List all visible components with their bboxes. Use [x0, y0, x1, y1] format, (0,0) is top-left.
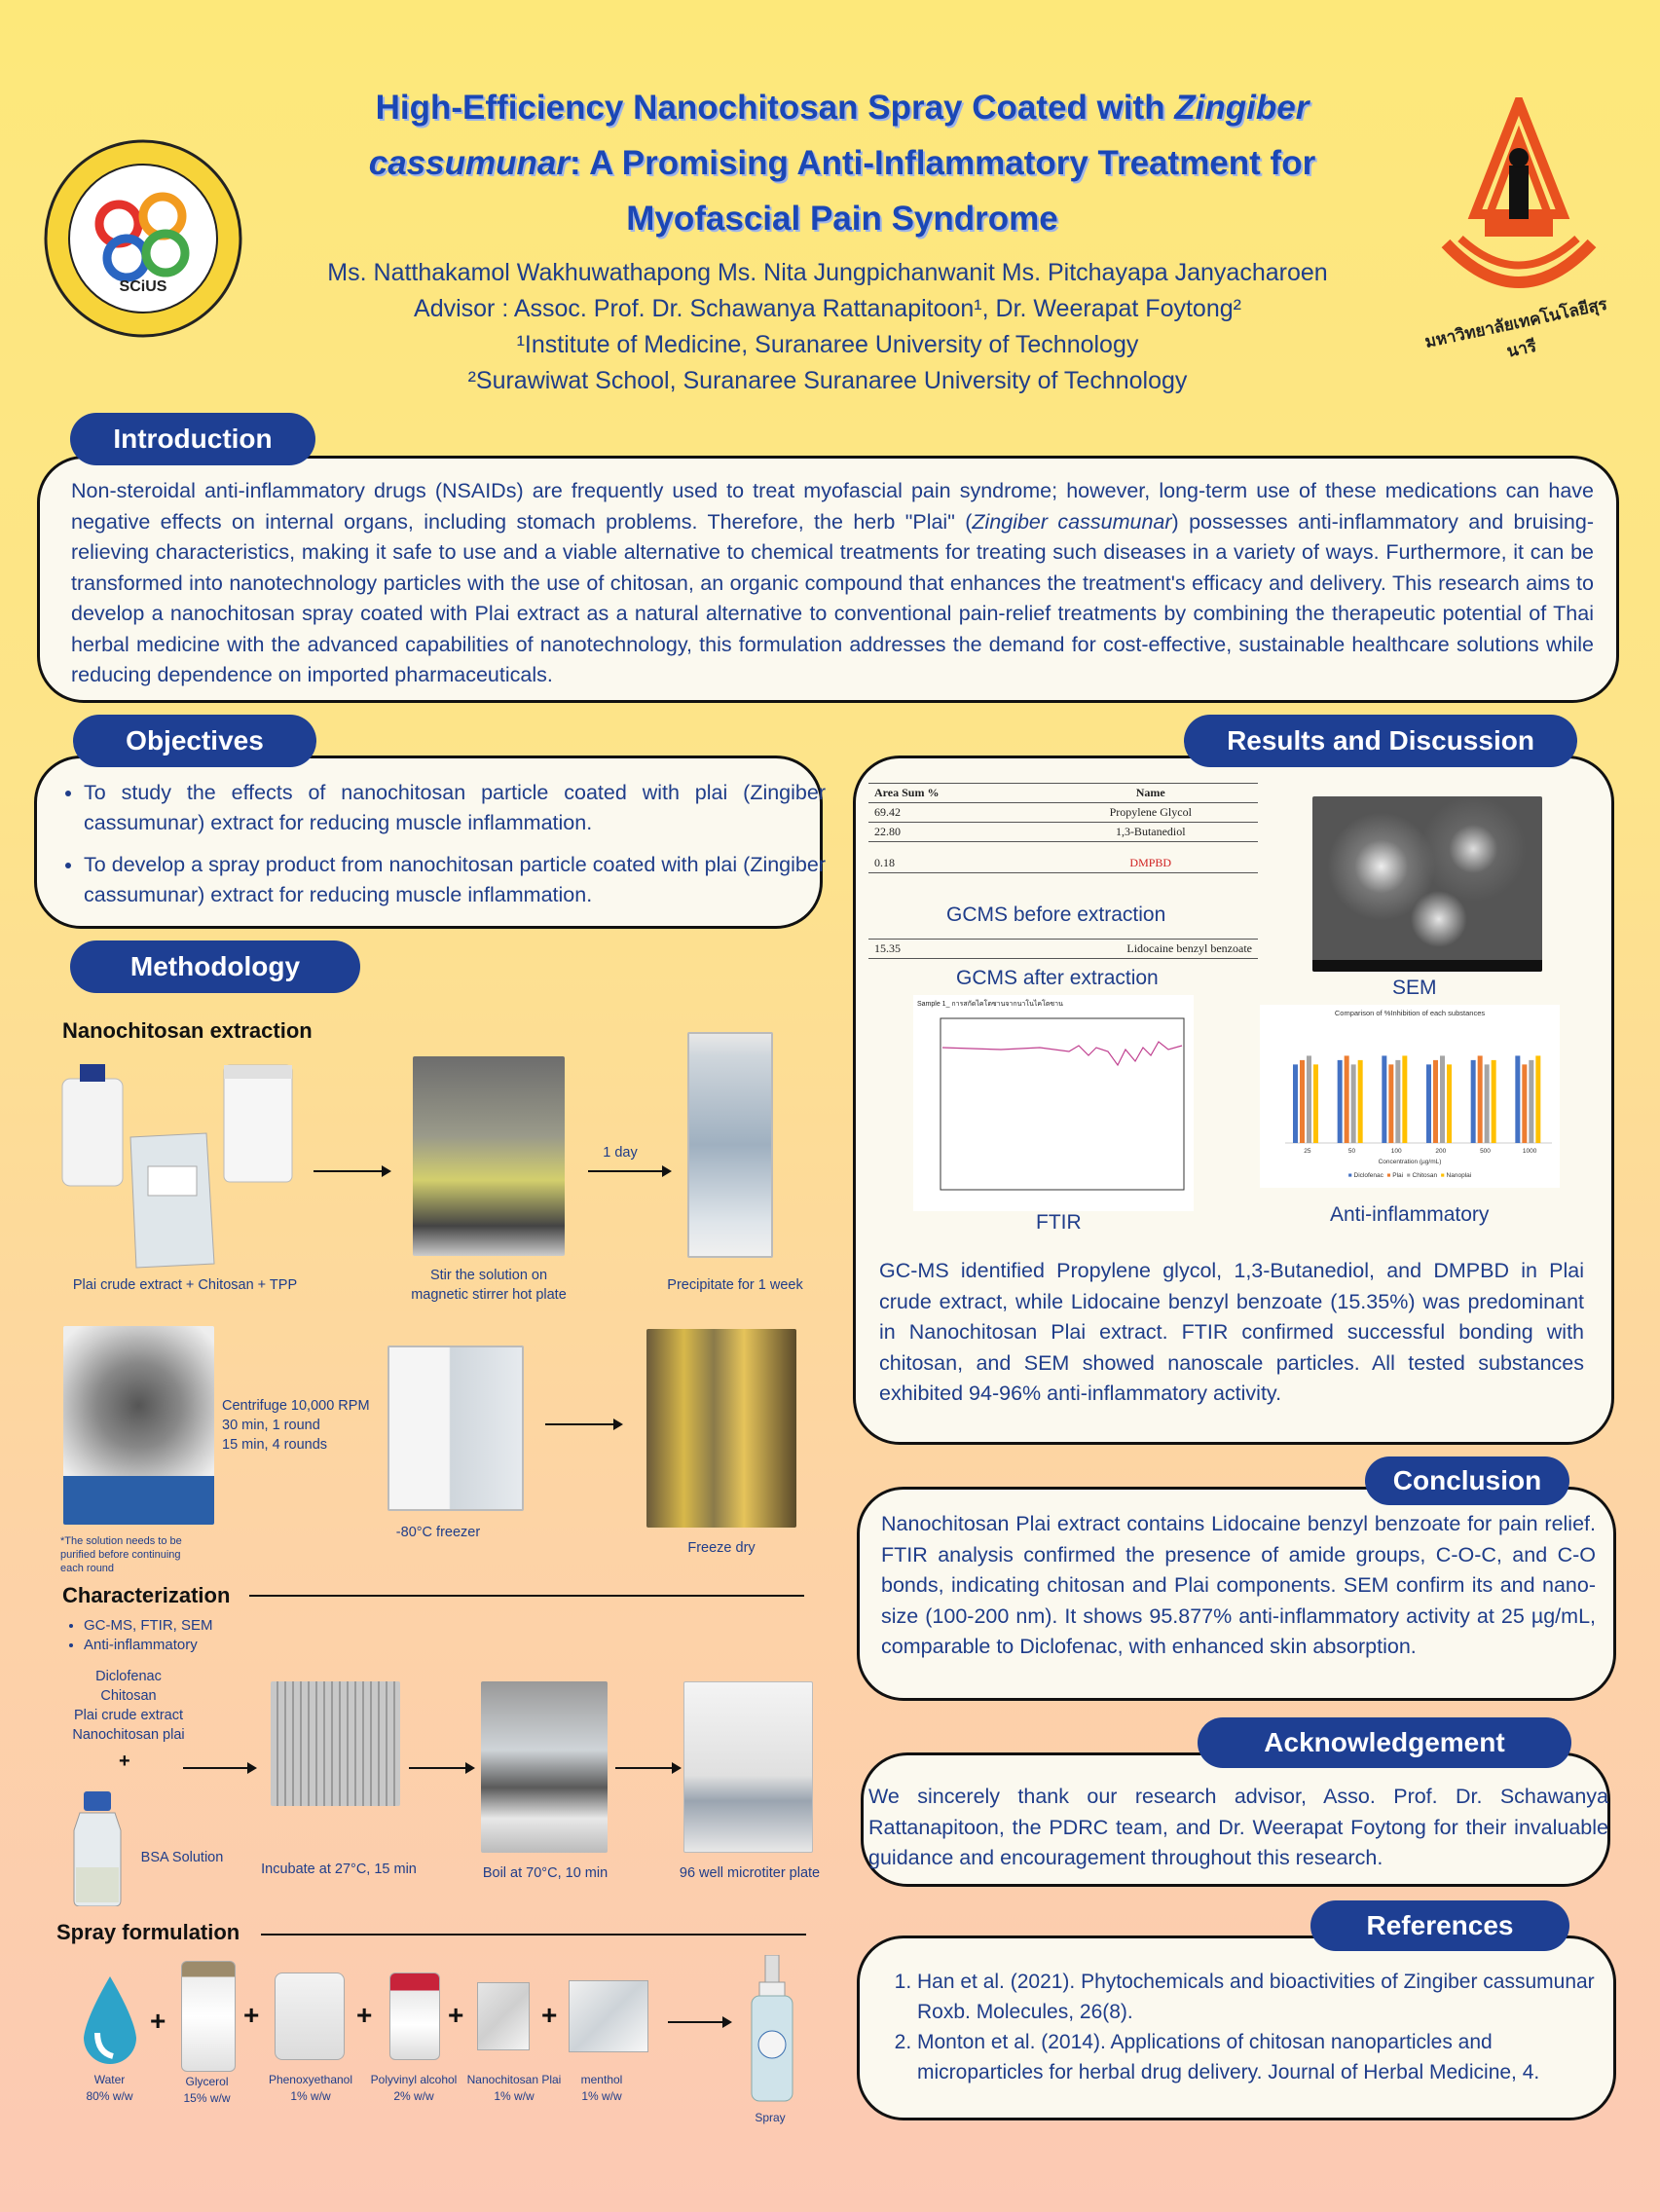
spray-ingredient — [460, 2072, 569, 2105]
caption-spray: Spray — [755, 2111, 786, 2124]
anti-chart-bar — [1529, 1060, 1533, 1143]
flow-arrow — [545, 1423, 621, 1425]
sut-logo-text: มหาวิทยาลัยเทคโนโลยีสุรนารี — [1422, 294, 1609, 361]
anti-chart-tick-label: 100 — [1390, 1148, 1402, 1155]
plus-sign: + — [541, 2000, 558, 2030]
sem-image — [1312, 796, 1542, 972]
spray-bottle-photo — [748, 1955, 796, 2103]
anti-chart-xlabel: Concentration (µg/mL) — [1378, 1159, 1442, 1165]
results-label: Results and Discussion — [1184, 715, 1577, 767]
anti-inflammatory-chart — [1260, 1005, 1560, 1188]
caption-stir: Stir the solution on magnetic stirrer hot plate — [411, 1268, 567, 1303]
anti-chart-bar — [1382, 1055, 1386, 1143]
nanochitosan-bag-photo — [477, 1982, 530, 2050]
anti-chart-tick-label: 25 — [1304, 1148, 1311, 1155]
reference-item: 1. Han et al. (2021). Phytochemicals and bioactivities of Zingiber cassumunar Roxb. Molecules, 26(8). — [917, 1967, 1618, 2027]
ingredient-name: Phenoxyethanol — [268, 2073, 353, 2086]
centrifuge-line: Centrifuge 10,000 RPM — [222, 1398, 370, 1414]
spray-ingredient — [257, 2072, 364, 2105]
acknowledgement-text: We sincerely thank our research advisor, Asso. Prof. Dr. Schawanya Rattanapitoon, the PDRC team, and Dr. Weerapat Foytong for their invaluable guidance and encouragement throughout this research. — [868, 1785, 1608, 1869]
spray-ingredient — [360, 2072, 467, 2105]
centrifuge-params — [222, 1396, 370, 1455]
legend-item: Diclofenac — [1353, 1172, 1383, 1179]
ftir-chart — [913, 995, 1194, 1211]
pva-bottle-photo — [389, 1972, 440, 2060]
microtiter-reader-photo — [683, 1681, 813, 1853]
table-cell: 69.42 — [868, 803, 1044, 823]
anti-chart-bar — [1515, 1055, 1520, 1143]
plus-sign: + — [243, 2000, 260, 2030]
affiliation-2: ²Surawiwat School, Suranaree Suranaree University of Technology — [467, 367, 1188, 394]
caption-incubate: Incubate at 27°C, 15 min — [261, 1862, 417, 1877]
caption-freeze-dry: Freeze dry — [687, 1540, 756, 1556]
centrifuge-line: 15 min, 4 rounds — [222, 1437, 328, 1453]
plus-sign: + — [119, 1751, 130, 1772]
reference-item: 2. Monton et al. (2014). Applications of chitosan nanoparticles and microparticles for herbal drug delivery. Journal of Herbal Medicine, 4. — [917, 2027, 1618, 2087]
flow-arrow — [615, 1767, 680, 1769]
table-header: Name — [1044, 784, 1258, 803]
freezer-photo — [387, 1346, 524, 1511]
introduction-text: Non-steroidal anti-inflammatory drugs (NSAIDs) are frequently used to treat myofascial pain syndrome; however, long-term use of these medications can have negative effects on internal organs, including stomach problems. Therefore, the herb "Plai" (Zingiber cassumunar) possesses anti-inflammatory and bruising-relieving characteristics, making it safe to use and a viable alternative to chemical treatments for treating such diseases in a variety of ways. Furthermore, it can be transformed into nanotechnology particles with the use of chitosan, an organic compound that enhances the treatment's efficacy and delivery. This research aims to develop a nanochitosan spray coated with Plai extract as a natural alternative to conventional pain-relief treatments by combining the therapeutic potential of Thai herbal medicine with the advanced capabilities of nanotechnology, this formulation addresses the demand for cost-effective, sustainable healthcare solutions while reducing dependence on imported pharmaceuticals. — [71, 479, 1594, 686]
characterization-item: • GC-MS, FTIR, SEM — [84, 1616, 213, 1636]
centrifuge-photo — [63, 1326, 214, 1525]
spray-ingredient — [58, 2072, 161, 2105]
glycerol-bottle-photo — [181, 1961, 236, 2072]
spray-title: Spray formulation — [56, 1920, 240, 1944]
anti-chart-tick-label: 200 — [1435, 1148, 1447, 1155]
sample-item: Plai crude extract — [73, 1708, 184, 1723]
poster-title: High-Efficiency Nanochitosan Spray Coated with Zingiber cassumunar: A Promising Anti-Inflammatory Treatment for Myofascial Pain Syndrome — [368, 89, 1316, 238]
caption-sem: SEM — [1392, 977, 1437, 999]
caption-anti: Anti-inflammatory — [1330, 1203, 1490, 1226]
table-header: Area Sum % — [868, 784, 1044, 803]
divider-line — [249, 1595, 804, 1597]
anti-chart-bar — [1433, 1060, 1438, 1143]
ingredient-amount: 1% w/w — [494, 2089, 535, 2103]
ingredient-name: Glycerol — [185, 2075, 229, 2088]
hot-plate-photo — [481, 1681, 608, 1853]
phenoxyethanol-bottle-photo — [275, 1972, 345, 2060]
references-list — [886, 1967, 1618, 2087]
ingredient-amount: 80% w/w — [86, 2089, 133, 2103]
anti-chart-bar — [1345, 1055, 1349, 1143]
table-cell: 22.80 — [868, 823, 1044, 842]
anti-chart-bar — [1447, 1064, 1452, 1143]
introduction-box — [37, 456, 1619, 703]
sample-item: Diclofenac — [95, 1669, 162, 1684]
conclusion-text: Nanochitosan Plai extract contains Lidocaine benzyl benzoate for pain relief. FTIR analysis confirmed the presence of amide groups, C-O-C, and C-O bonds, indicating chitosan and Plai components. SEM confirm its and nano-size (100-200 nm). It shows 95.877% anti-inflammatory activity at 25 µg/mL, comparable to Diclofenac, with enhanced skin absorption. — [881, 1512, 1596, 1658]
sample-item: Nanochitosan plai — [72, 1727, 185, 1743]
ingredient-amount: 2% w/w — [393, 2089, 434, 2103]
methodology-label: Methodology — [70, 940, 360, 993]
affiliation-1: ¹Institute of Medicine, Suranaree University of Technology — [516, 331, 1139, 358]
water-drop-icon — [76, 1974, 144, 2072]
spray-ingredient — [156, 2074, 258, 2107]
objectives-label: Objectives — [73, 715, 316, 767]
anti-chart-tick-label: 1000 — [1522, 1148, 1537, 1155]
objective-item: • To develop a spray product from nanochitosan particle coated with plai (Zingiber cassumunar) extract for reducing muscle inflammation. — [84, 850, 826, 910]
anti-chart-bar — [1338, 1060, 1343, 1143]
characterization-item: • Anti-inflammatory — [84, 1636, 213, 1655]
anti-chart-bar — [1478, 1055, 1483, 1143]
caption-note: *The solution needs to be purified before continuing each round — [60, 1535, 182, 1574]
caption-gcms-after: GCMS after extraction — [956, 967, 1159, 989]
anti-chart-bar — [1358, 1060, 1363, 1143]
table-cell: DMPBD — [1044, 842, 1258, 873]
advisor: Advisor : Assoc. Prof. Dr. Schawanya Rattanapitoon¹, Dr. Weerapat Foytong² — [414, 295, 1241, 322]
sample-item: Chitosan — [100, 1688, 157, 1704]
anti-chart-tick-label: 500 — [1480, 1148, 1491, 1155]
reagents-photo — [60, 1059, 304, 1273]
ingredient-amount: 1% w/w — [290, 2089, 331, 2103]
table-cell: Propylene Glycol — [1044, 803, 1258, 823]
anti-chart-title: Comparison of %Inhibition of each substances — [1334, 1009, 1486, 1017]
anti-chart-tick-label: 50 — [1347, 1148, 1356, 1155]
anti-chart-bar — [1351, 1064, 1356, 1143]
centrifuge-line: 30 min, 1 round — [222, 1418, 320, 1433]
divider-line — [261, 1934, 806, 1936]
ftir-sample-label: Sample 1_ การสกัดไคโตซานจากนาโนไคโตซาน — [917, 1001, 1063, 1008]
freeze-dry-photo — [646, 1329, 796, 1528]
objectives-box — [34, 756, 826, 929]
ingredient-name: Polyvinyl alcohol — [370, 2073, 458, 2086]
caption-microtiter: 96 well microtiter plate — [679, 1865, 821, 1881]
anti-chart-bar — [1307, 1055, 1311, 1143]
ingredient-amount: 1% w/w — [581, 2089, 622, 2103]
sample-list — [60, 1667, 197, 1745]
spray-ingredient — [559, 2072, 645, 2105]
plus-sign: + — [356, 2000, 373, 2030]
caption-precipitate: Precipitate for 1 week — [667, 1277, 803, 1293]
gcms-before-table — [868, 783, 1258, 873]
plus-sign: + — [448, 2000, 464, 2030]
anti-chart-bar — [1388, 1064, 1393, 1143]
ingredient-name: Nanochitosan Plai — [466, 2073, 562, 2086]
introduction-label: Introduction — [70, 413, 315, 465]
menthol-bag-photo — [569, 1980, 648, 2052]
caption-boil: Boil at 70°C, 10 min — [482, 1865, 609, 1881]
conclusion-label: Conclusion — [1365, 1456, 1569, 1505]
authors-block — [253, 255, 1402, 399]
table-cell: 0.18 — [868, 842, 1044, 873]
objectives-list — [58, 778, 826, 922]
ingredient-amount: 15% w/w — [183, 2091, 231, 2105]
anti-chart-bar — [1492, 1060, 1496, 1143]
anti-chart-bar — [1535, 1055, 1540, 1143]
caption-plai-mix: Plai crude extract + Chitosan + TPP — [72, 1277, 298, 1293]
legend-item: Nanoplai — [1446, 1172, 1472, 1179]
caption-one-day: 1 day — [603, 1145, 638, 1161]
ingredient-name: Water — [93, 2073, 126, 2086]
authors: Ms. Natthakamol Wakhuwathapong Ms. Nita Jungpichanwanit Ms. Pitchayapa Janyacharoen — [327, 259, 1328, 286]
anti-chart-bar — [1426, 1064, 1431, 1143]
flow-arrow — [668, 2021, 730, 2023]
anti-chart-bar — [1485, 1064, 1490, 1143]
anti-chart-bar — [1471, 1060, 1476, 1143]
anti-chart-bar — [1293, 1064, 1298, 1143]
ingredient-name: menthol — [580, 2073, 623, 2086]
caption-ftir: FTIR — [1036, 1211, 1082, 1234]
flow-arrow — [183, 1767, 255, 1769]
anti-chart-bar — [1395, 1060, 1400, 1143]
anti-chart-bar — [1402, 1055, 1407, 1143]
objective-item: • To study the effects of nanochitosan particle coated with plai (Zingiber cassumunar) extract for reducing muscle inflammation. — [84, 778, 826, 838]
anti-chart-bar — [1522, 1064, 1527, 1143]
results-text: GC-MS identified Propylene glycol, 1,3-Butanediol, and DMPBD in Plai crude extract, while Lidocaine benzyl benzoate (15.35%) was predominant in Nanochitosan Plai extract. FTIR confirmed successful bonding with chitosan, and SEM showed nanoscale particles. All tested substances exhibited 94-96% anti-inflammatory activity. — [879, 1259, 1584, 1405]
characterization-list — [60, 1616, 213, 1655]
anti-chart-bar — [1313, 1064, 1318, 1143]
sut-logo — [1417, 97, 1621, 370]
anti-chart-legend: ■ Diclofenac ■ Plai ■ Chitosan ■ Nanoplai — [1347, 1172, 1472, 1179]
references-label: References — [1310, 1900, 1569, 1951]
stirrer-photo — [413, 1056, 565, 1256]
flow-arrow — [409, 1767, 473, 1769]
refrigerator-photo — [687, 1032, 773, 1258]
gcms-after-table — [868, 939, 1258, 959]
legend-item: Chitosan — [1412, 1172, 1438, 1179]
flow-arrow — [588, 1170, 670, 1172]
table-cell: 15.35 — [868, 940, 953, 959]
scius-logo-text: SCiUS — [119, 278, 167, 295]
anti-chart-bar — [1440, 1055, 1445, 1143]
table-cell: 1,3-Butanediol — [1044, 823, 1258, 842]
acknowledgement-label: Acknowledgement — [1198, 1717, 1571, 1768]
characterization-title: Characterization — [62, 1583, 231, 1607]
table-cell: Lidocaine benzyl benzoate — [953, 940, 1258, 959]
caption-freezer: -80°C freezer — [395, 1525, 481, 1540]
bsa-bottle-photo — [70, 1791, 125, 1906]
caption-gcms-before: GCMS before extraction — [946, 903, 1166, 926]
caption-bsa: BSA Solution — [140, 1850, 224, 1865]
flow-arrow — [314, 1170, 389, 1172]
legend-item: Plai — [1392, 1172, 1404, 1179]
incubator-photo — [271, 1681, 400, 1806]
plus-sign: + — [150, 2006, 166, 2036]
scius-logo — [41, 136, 245, 341]
extraction-title: Nanochitosan extraction — [62, 1018, 313, 1043]
anti-chart-bar — [1300, 1060, 1305, 1143]
